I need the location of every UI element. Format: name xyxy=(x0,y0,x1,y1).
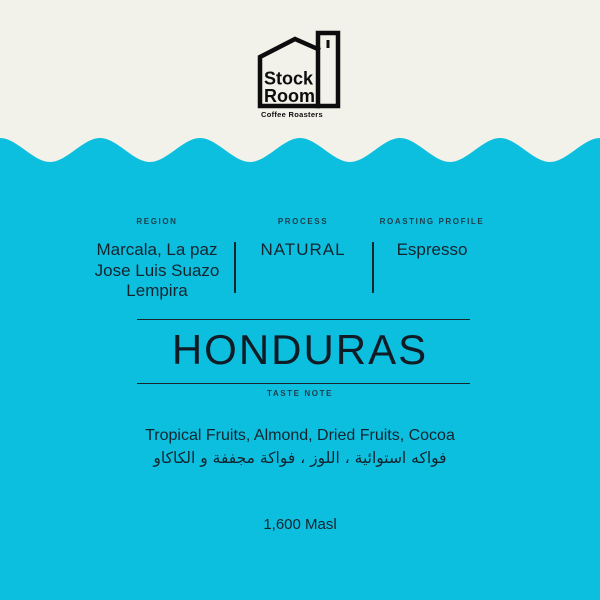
region-value-line: Marcala, La paz xyxy=(96,240,218,259)
logo-name-line1: Stock xyxy=(264,68,314,89)
rule-bottom xyxy=(137,383,470,384)
taste-note-label: TASTE NOTE xyxy=(266,389,334,398)
region-label: REGION xyxy=(136,217,178,226)
stockroom-logo xyxy=(250,27,350,112)
altitude-value: 1,600 Masl xyxy=(263,516,337,533)
logo-name-line2: Room xyxy=(264,86,315,106)
taste-notes-english: Tropical Fruits, Almond, Dried Fruits, Cocoa xyxy=(145,427,455,444)
process-label: PROCESS xyxy=(277,217,329,226)
process-value: NATURAL xyxy=(260,240,346,259)
region-value-line: Lempira xyxy=(126,281,188,300)
roasting-profile-label: ROASTING PROFILE xyxy=(379,217,485,226)
region-value-line: Jose Luis Suazo xyxy=(94,260,220,280)
origin-title: HONDURAS xyxy=(171,326,429,373)
logo-tagline: Coffee Roasters xyxy=(260,110,324,119)
taste-notes-arabic: فواكه استوائية ، اللوز ، فواكة مجففة و الكاكاو xyxy=(153,449,447,467)
info-column-roasting-profile xyxy=(322,217,542,261)
rule-top xyxy=(137,319,470,320)
roasting-profile-value: Espresso xyxy=(396,240,468,259)
